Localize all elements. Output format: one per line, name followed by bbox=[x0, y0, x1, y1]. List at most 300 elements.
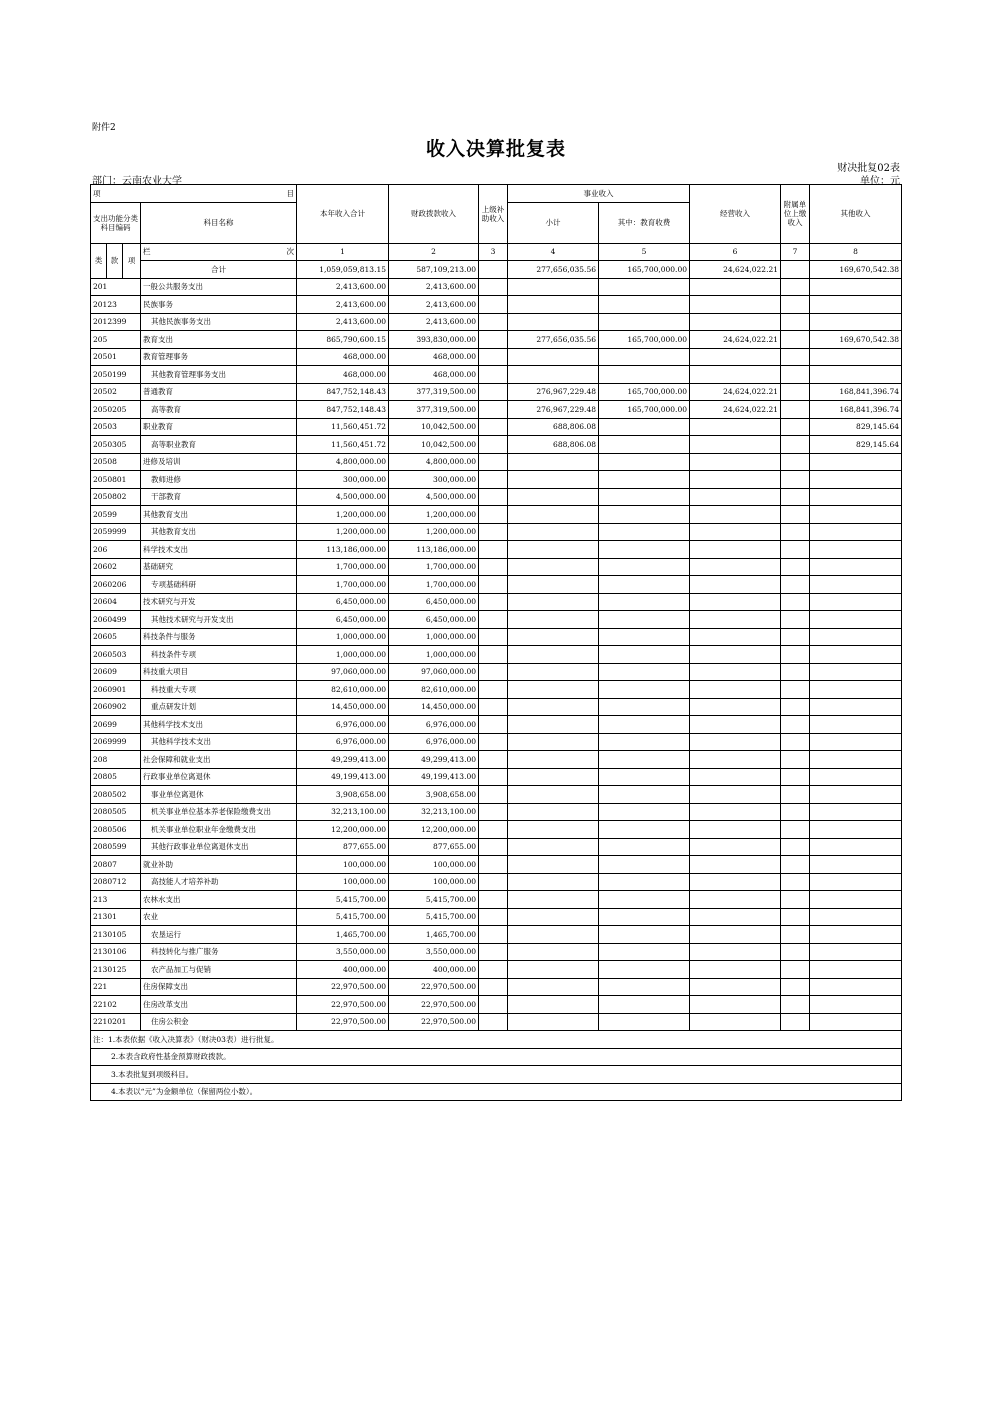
row-value: 829,145.64 bbox=[810, 436, 902, 454]
row-value: 22,970,500.00 bbox=[297, 978, 389, 996]
table-row bbox=[91, 908, 902, 926]
row-value bbox=[508, 873, 599, 891]
table-row bbox=[91, 628, 902, 646]
row-value bbox=[810, 366, 902, 384]
header-superior: 上级补助收入 bbox=[479, 185, 508, 244]
row-value bbox=[479, 961, 508, 979]
row-value bbox=[508, 366, 599, 384]
row-code: 20609 bbox=[91, 663, 141, 681]
row-value: 6,976,000.00 bbox=[389, 733, 479, 751]
row-subject-name: 科学技术支出 bbox=[141, 541, 297, 559]
row-value: 2,413,600.00 bbox=[389, 313, 479, 331]
row-value bbox=[810, 541, 902, 559]
row-value bbox=[781, 698, 810, 716]
row-value bbox=[599, 716, 690, 734]
row-value bbox=[479, 611, 508, 629]
table-row bbox=[91, 751, 902, 769]
row-value: 97,060,000.00 bbox=[297, 663, 389, 681]
total-value: 165,700,000.00 bbox=[599, 261, 690, 279]
row-value: 169,670,542.38 bbox=[810, 331, 902, 349]
row-subject-name: 机关事业单位职业年金缴费支出 bbox=[141, 821, 297, 839]
unit-label: 单位：元 bbox=[860, 176, 900, 187]
form-code: 财决批复02表 bbox=[837, 163, 900, 174]
row-value bbox=[781, 278, 810, 296]
row-value bbox=[690, 698, 781, 716]
row-code: 205 bbox=[91, 331, 141, 349]
row-value bbox=[599, 488, 690, 506]
row-value: 2,413,600.00 bbox=[297, 313, 389, 331]
row-value: 11,560,451.72 bbox=[297, 418, 389, 436]
row-code: 20605 bbox=[91, 628, 141, 646]
row-value bbox=[479, 436, 508, 454]
row-value bbox=[508, 313, 599, 331]
row-code: 2060206 bbox=[91, 576, 141, 594]
table-row bbox=[91, 961, 902, 979]
row-code: 221 bbox=[91, 978, 141, 996]
col-num-1: 1 bbox=[297, 243, 389, 261]
row-value: 6,450,000.00 bbox=[389, 593, 479, 611]
row-value bbox=[508, 278, 599, 296]
row-value bbox=[599, 646, 690, 664]
row-value bbox=[810, 453, 902, 471]
row-value bbox=[599, 786, 690, 804]
row-value bbox=[781, 436, 810, 454]
row-value bbox=[479, 733, 508, 751]
row-value: 276,967,229.48 bbox=[508, 383, 599, 401]
header-func-code: 支出功能分类科目编码 bbox=[91, 202, 141, 243]
row-value bbox=[690, 348, 781, 366]
department-label: 部门：云南农业大学 bbox=[92, 176, 182, 187]
row-subject-name: 住房保障支出 bbox=[141, 978, 297, 996]
row-code: 20602 bbox=[91, 558, 141, 576]
table-row bbox=[91, 821, 902, 839]
row-value: 393,830,000.00 bbox=[389, 331, 479, 349]
row-value bbox=[810, 681, 902, 699]
row-value bbox=[810, 663, 902, 681]
row-subject-name: 教师进修 bbox=[141, 471, 297, 489]
row-value bbox=[690, 576, 781, 594]
row-code: 2050205 bbox=[91, 401, 141, 419]
row-value: 6,976,000.00 bbox=[297, 716, 389, 734]
row-value bbox=[781, 663, 810, 681]
row-value bbox=[599, 681, 690, 699]
row-value bbox=[508, 296, 599, 314]
row-value bbox=[810, 943, 902, 961]
row-value bbox=[599, 978, 690, 996]
header-total-income: 本年收入合计 bbox=[297, 185, 389, 244]
row-value bbox=[508, 943, 599, 961]
row-value: 400,000.00 bbox=[297, 961, 389, 979]
row-subject-name: 农林水支出 bbox=[141, 891, 297, 909]
row-value: 1,700,000.00 bbox=[389, 558, 479, 576]
row-value bbox=[810, 488, 902, 506]
row-value bbox=[479, 278, 508, 296]
header-xiang2: 项 bbox=[123, 243, 141, 278]
row-value: 468,000.00 bbox=[389, 348, 479, 366]
row-value bbox=[599, 348, 690, 366]
table-row bbox=[91, 698, 902, 716]
row-value bbox=[508, 558, 599, 576]
row-value bbox=[781, 471, 810, 489]
note-text: 3.本表批复到项级科目。 bbox=[91, 1066, 902, 1084]
row-code: 2210201 bbox=[91, 1013, 141, 1031]
row-value bbox=[690, 558, 781, 576]
row-subject-name: 农产品加工与促销 bbox=[141, 961, 297, 979]
row-value bbox=[690, 628, 781, 646]
row-value bbox=[599, 873, 690, 891]
row-value bbox=[810, 646, 902, 664]
row-code: 2080502 bbox=[91, 786, 141, 804]
row-subject-name: 其他教育支出 bbox=[141, 506, 297, 524]
row-value: 12,200,000.00 bbox=[297, 821, 389, 839]
row-value: 865,790,600.15 bbox=[297, 331, 389, 349]
row-subject-name: 重点研发计划 bbox=[141, 698, 297, 716]
row-code: 2060499 bbox=[91, 611, 141, 629]
row-code: 20699 bbox=[91, 716, 141, 734]
row-value: 468,000.00 bbox=[389, 366, 479, 384]
row-value bbox=[810, 908, 902, 926]
header-affiliated: 附属单位上缴收入 bbox=[781, 185, 810, 244]
row-value bbox=[599, 733, 690, 751]
row-value bbox=[599, 821, 690, 839]
table-row bbox=[91, 523, 902, 541]
row-value bbox=[508, 908, 599, 926]
row-value bbox=[781, 821, 810, 839]
row-code: 213 bbox=[91, 891, 141, 909]
row-code: 2050305 bbox=[91, 436, 141, 454]
note-row bbox=[91, 1031, 902, 1049]
row-value bbox=[479, 453, 508, 471]
row-subject-name: 其他行政事业单位离退休支出 bbox=[141, 838, 297, 856]
row-value: 377,319,500.00 bbox=[389, 383, 479, 401]
row-value bbox=[508, 471, 599, 489]
table-row bbox=[91, 383, 902, 401]
row-value bbox=[690, 681, 781, 699]
row-value bbox=[690, 471, 781, 489]
row-subject-name: 科技条件专项 bbox=[141, 646, 297, 664]
row-value bbox=[690, 926, 781, 944]
row-value bbox=[508, 611, 599, 629]
row-value bbox=[479, 646, 508, 664]
row-subject-name: 其他教育支出 bbox=[141, 523, 297, 541]
row-value bbox=[781, 383, 810, 401]
table-row bbox=[91, 418, 902, 436]
row-value bbox=[810, 978, 902, 996]
row-value bbox=[781, 681, 810, 699]
header-operating: 经营收入 bbox=[690, 185, 781, 244]
row-value: 847,752,148.43 bbox=[297, 383, 389, 401]
row-value: 6,976,000.00 bbox=[389, 716, 479, 734]
col-num-3: 3 bbox=[479, 243, 508, 261]
row-value bbox=[479, 471, 508, 489]
total-value bbox=[781, 261, 810, 279]
header-edu-fee: 其中：教育收费 bbox=[599, 202, 690, 243]
row-subject-name: 住房改革支出 bbox=[141, 996, 297, 1014]
row-value bbox=[508, 628, 599, 646]
row-value bbox=[479, 1013, 508, 1031]
col-num-5: 5 bbox=[599, 243, 690, 261]
row-value: 5,415,700.00 bbox=[297, 891, 389, 909]
row-code: 20604 bbox=[91, 593, 141, 611]
row-value bbox=[508, 996, 599, 1014]
row-subject-name: 就业补助 bbox=[141, 856, 297, 874]
row-code: 22102 bbox=[91, 996, 141, 1014]
row-value bbox=[479, 296, 508, 314]
header-fiscal: 财政拨款收入 bbox=[389, 185, 479, 244]
row-subject-name: 其他教育管理事务支出 bbox=[141, 366, 297, 384]
row-value bbox=[508, 733, 599, 751]
row-value bbox=[781, 331, 810, 349]
row-value bbox=[690, 873, 781, 891]
row-value bbox=[479, 663, 508, 681]
row-value: 1,200,000.00 bbox=[297, 523, 389, 541]
row-value bbox=[508, 698, 599, 716]
table-row bbox=[91, 663, 902, 681]
row-value bbox=[508, 768, 599, 786]
row-subject-name: 高等教育 bbox=[141, 401, 297, 419]
row-value: 2,413,600.00 bbox=[389, 278, 479, 296]
row-value: 2,413,600.00 bbox=[297, 278, 389, 296]
table-row bbox=[91, 838, 902, 856]
row-code: 2130125 bbox=[91, 961, 141, 979]
row-value bbox=[479, 418, 508, 436]
row-value: 688,806.08 bbox=[508, 436, 599, 454]
row-code: 2080599 bbox=[91, 838, 141, 856]
row-value: 277,656,035.56 bbox=[508, 331, 599, 349]
row-value bbox=[690, 996, 781, 1014]
row-value bbox=[781, 961, 810, 979]
row-value: 49,199,413.00 bbox=[389, 768, 479, 786]
row-subject-name: 机关事业单位基本养老保险缴费支出 bbox=[141, 803, 297, 821]
header-xiang: 项 bbox=[91, 185, 141, 203]
row-code: 20599 bbox=[91, 506, 141, 524]
table-row bbox=[91, 278, 902, 296]
row-value bbox=[479, 803, 508, 821]
row-value bbox=[508, 856, 599, 874]
row-value bbox=[690, 716, 781, 734]
row-value bbox=[508, 821, 599, 839]
table-row bbox=[91, 873, 902, 891]
row-value bbox=[599, 1013, 690, 1031]
row-value bbox=[599, 943, 690, 961]
row-value: 1,200,000.00 bbox=[389, 506, 479, 524]
row-value bbox=[810, 803, 902, 821]
header-kuan: 款 bbox=[107, 243, 123, 278]
row-code: 2130106 bbox=[91, 943, 141, 961]
row-value bbox=[690, 366, 781, 384]
row-value bbox=[781, 418, 810, 436]
row-value bbox=[810, 786, 902, 804]
row-value: 3,908,658.00 bbox=[389, 786, 479, 804]
row-value bbox=[810, 821, 902, 839]
total-value: 24,624,022.21 bbox=[690, 261, 781, 279]
row-value bbox=[599, 838, 690, 856]
row-value bbox=[479, 488, 508, 506]
row-value bbox=[508, 803, 599, 821]
row-value: 3,908,658.00 bbox=[297, 786, 389, 804]
row-value bbox=[781, 1013, 810, 1031]
row-value: 6,450,000.00 bbox=[297, 593, 389, 611]
row-value bbox=[690, 961, 781, 979]
row-value bbox=[690, 436, 781, 454]
row-value bbox=[479, 838, 508, 856]
row-value bbox=[479, 716, 508, 734]
row-value bbox=[781, 576, 810, 594]
row-value: 168,841,396.74 bbox=[810, 401, 902, 419]
row-code: 2050802 bbox=[91, 488, 141, 506]
col-num-4: 4 bbox=[508, 243, 599, 261]
row-subject-name: 专项基础科研 bbox=[141, 576, 297, 594]
row-value: 100,000.00 bbox=[297, 873, 389, 891]
row-value: 24,624,022.21 bbox=[690, 331, 781, 349]
row-value bbox=[810, 593, 902, 611]
row-value bbox=[690, 733, 781, 751]
row-value bbox=[599, 541, 690, 559]
table-row bbox=[91, 401, 902, 419]
table-row bbox=[91, 453, 902, 471]
row-value bbox=[599, 558, 690, 576]
header-business: 事业收入 bbox=[508, 185, 690, 203]
table-row bbox=[91, 716, 902, 734]
row-value: 829,145.64 bbox=[810, 418, 902, 436]
row-value bbox=[690, 786, 781, 804]
row-value: 877,655.00 bbox=[297, 838, 389, 856]
row-value: 168,841,396.74 bbox=[810, 383, 902, 401]
row-value: 3,550,000.00 bbox=[297, 943, 389, 961]
row-code: 20807 bbox=[91, 856, 141, 874]
note-row bbox=[91, 1048, 902, 1066]
table-row bbox=[91, 576, 902, 594]
total-value: 169,670,542.38 bbox=[810, 261, 902, 279]
row-value: 113,186,000.00 bbox=[389, 541, 479, 559]
row-subject-name: 住房公积金 bbox=[141, 1013, 297, 1031]
row-value bbox=[781, 803, 810, 821]
row-value bbox=[599, 628, 690, 646]
row-value bbox=[781, 453, 810, 471]
row-value bbox=[810, 611, 902, 629]
row-value: 32,213,100.00 bbox=[389, 803, 479, 821]
row-value bbox=[810, 873, 902, 891]
row-value: 22,970,500.00 bbox=[389, 1013, 479, 1031]
row-subject-name: 高等职业教育 bbox=[141, 436, 297, 454]
header-mu: 目 bbox=[141, 185, 297, 203]
row-value bbox=[690, 506, 781, 524]
row-value bbox=[810, 313, 902, 331]
row-value bbox=[599, 436, 690, 454]
row-subject-name: 科技重大项目 bbox=[141, 663, 297, 681]
row-value: 22,970,500.00 bbox=[389, 996, 479, 1014]
row-code: 2130105 bbox=[91, 926, 141, 944]
row-code: 20503 bbox=[91, 418, 141, 436]
row-value: 49,299,413.00 bbox=[297, 751, 389, 769]
row-value bbox=[810, 558, 902, 576]
row-value bbox=[599, 313, 690, 331]
table-row bbox=[91, 856, 902, 874]
row-subject-name: 其他科学技术支出 bbox=[141, 733, 297, 751]
row-value bbox=[479, 628, 508, 646]
row-value bbox=[810, 628, 902, 646]
row-value bbox=[508, 1013, 599, 1031]
table-row bbox=[91, 348, 902, 366]
row-value bbox=[810, 506, 902, 524]
row-value bbox=[810, 751, 902, 769]
table-row bbox=[91, 768, 902, 786]
row-subject-name: 进修及培训 bbox=[141, 453, 297, 471]
row-value bbox=[810, 348, 902, 366]
row-value: 49,299,413.00 bbox=[389, 751, 479, 769]
row-value bbox=[479, 401, 508, 419]
row-value bbox=[690, 593, 781, 611]
row-value bbox=[479, 891, 508, 909]
table-row bbox=[91, 681, 902, 699]
row-subject-name: 一般公共服务支出 bbox=[141, 278, 297, 296]
note-row bbox=[91, 1083, 902, 1101]
row-value bbox=[781, 768, 810, 786]
row-value bbox=[810, 996, 902, 1014]
row-value bbox=[690, 541, 781, 559]
row-value bbox=[810, 926, 902, 944]
row-value bbox=[599, 751, 690, 769]
row-value: 400,000.00 bbox=[389, 961, 479, 979]
row-subject-name: 农业 bbox=[141, 908, 297, 926]
row-value bbox=[479, 821, 508, 839]
table-row bbox=[91, 646, 902, 664]
table-row bbox=[91, 506, 902, 524]
row-value bbox=[599, 996, 690, 1014]
row-value bbox=[599, 296, 690, 314]
income-table bbox=[90, 184, 902, 1101]
row-value bbox=[690, 278, 781, 296]
row-value bbox=[690, 313, 781, 331]
row-value bbox=[599, 506, 690, 524]
row-value: 4,500,000.00 bbox=[389, 488, 479, 506]
row-value bbox=[479, 698, 508, 716]
header-lei: 类 bbox=[91, 243, 107, 278]
row-value: 688,806.08 bbox=[508, 418, 599, 436]
row-value: 1,000,000.00 bbox=[389, 628, 479, 646]
row-value bbox=[781, 488, 810, 506]
total-value: 277,656,035.56 bbox=[508, 261, 599, 279]
row-value: 1,000,000.00 bbox=[297, 646, 389, 664]
row-value bbox=[599, 611, 690, 629]
table-row bbox=[91, 313, 902, 331]
row-value bbox=[690, 891, 781, 909]
row-value: 100,000.00 bbox=[389, 856, 479, 874]
row-value bbox=[599, 891, 690, 909]
row-value: 82,610,000.00 bbox=[297, 681, 389, 699]
row-value bbox=[781, 873, 810, 891]
row-value bbox=[599, 471, 690, 489]
row-value bbox=[781, 506, 810, 524]
row-code: 20502 bbox=[91, 383, 141, 401]
row-value bbox=[479, 978, 508, 996]
row-value bbox=[781, 926, 810, 944]
row-value bbox=[690, 296, 781, 314]
row-subject-name: 技术研究与开发 bbox=[141, 593, 297, 611]
table-row bbox=[91, 558, 902, 576]
total-value: 587,109,213.00 bbox=[389, 261, 479, 279]
row-subject-name: 科技转化与推广服务 bbox=[141, 943, 297, 961]
row-value bbox=[479, 541, 508, 559]
row-value bbox=[810, 716, 902, 734]
row-value: 468,000.00 bbox=[297, 366, 389, 384]
row-value: 11,560,451.72 bbox=[297, 436, 389, 454]
note-text: 注：1.本表依据《收入决算表》（财决03表）进行批复。 bbox=[91, 1031, 902, 1049]
row-subject-name: 其他民族事务支出 bbox=[141, 313, 297, 331]
row-subject-name: 教育支出 bbox=[141, 331, 297, 349]
row-code: 2060902 bbox=[91, 698, 141, 716]
row-subject-name: 社会保障和就业支出 bbox=[141, 751, 297, 769]
